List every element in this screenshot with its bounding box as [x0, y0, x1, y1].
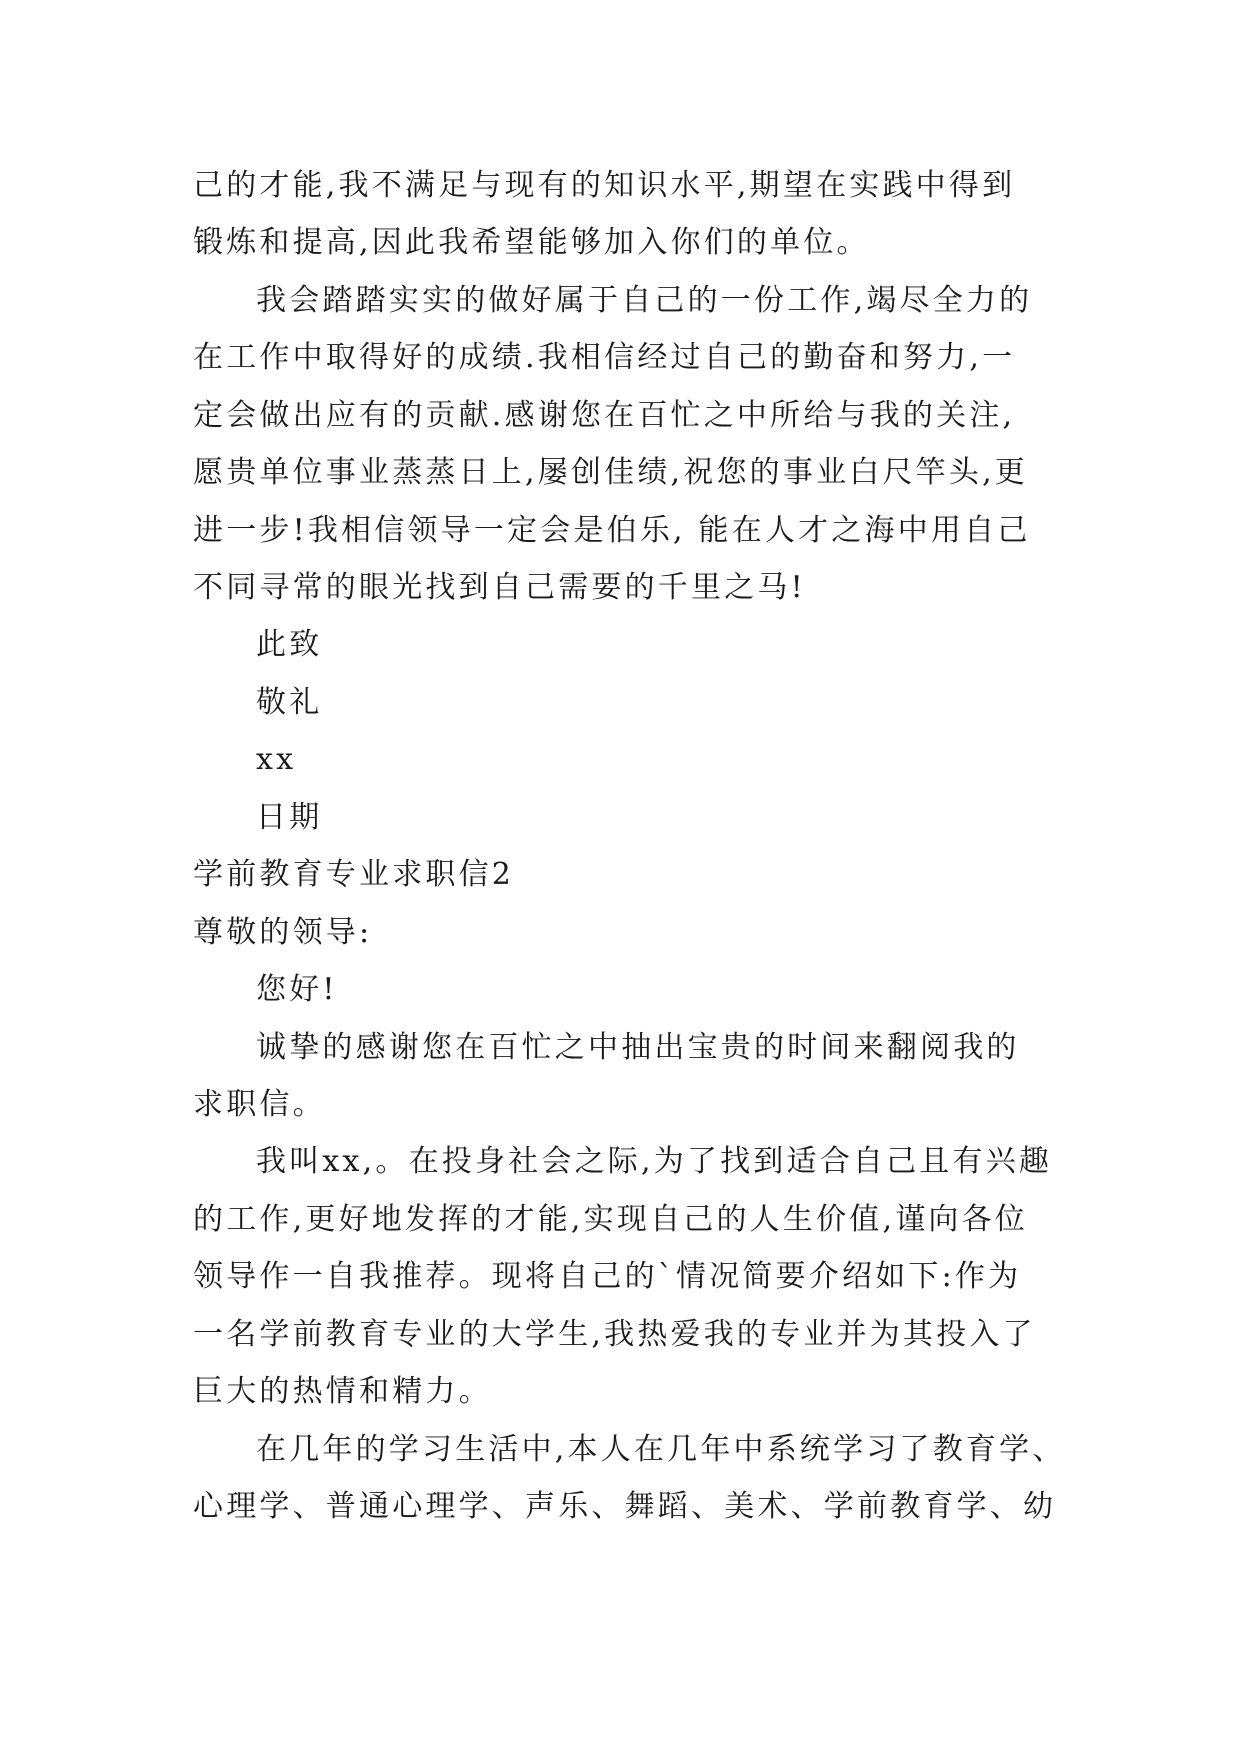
section-title: 学前教育专业求职信2: [193, 857, 515, 892]
closing-line: 此致: [256, 627, 323, 662]
paragraph-line: 定会做出应有的贡献.感谢您在百忙之中所给与我的关注,: [193, 398, 1016, 433]
paragraph-line: 的工作,更好地发挥的才能,实现自己的人生价值,谨向各位: [193, 1202, 1029, 1237]
paragraph-line: 求职信。: [193, 1087, 326, 1122]
paragraph-line: 一名学前教育专业的大学生,我热爱我的专业并为其投入了: [193, 1317, 1036, 1352]
paragraph-line: 诚挚的感谢您在百忙之中抽出宝贵的时间来翻阅我的: [256, 1030, 1020, 1065]
closing-line: 敬礼: [256, 685, 323, 720]
paragraph-line: 己的才能,我不满足与现有的知识水平,期望在实践中得到: [193, 168, 1016, 203]
paragraph-line: 愿贵单位事业蒸蒸日上,屡创佳绩,祝您的事业白尺竿头,更: [193, 455, 1029, 490]
signature-date: 日期: [256, 800, 323, 835]
greeting: 您好!: [256, 972, 338, 1007]
paragraph-line: 在几年的学习生活中,本人在几年中系统学习了教育学、: [256, 1432, 1066, 1467]
paragraph-line: 领导作一自我推荐。现将自己的`情况简要介绍如下:作为: [193, 1259, 1022, 1294]
paragraph-line: 我叫xx,。在投身社会之际,为了找到适合自己且有兴趣: [256, 1144, 1053, 1179]
paragraph-line: 巨大的热情和精力。: [193, 1374, 492, 1409]
paragraph-line: 锻炼和提高,因此我希望能够加入你们的单位。: [193, 225, 870, 260]
paragraph-line: 进一步!我相信领导一定会是伯乐, 能在人才之海中用自己: [193, 513, 1031, 548]
paragraph-line: 在工作中取得好的成绩.我相信经过自己的勤奋和努力,一: [193, 340, 1016, 375]
signature-name: xx: [256, 742, 297, 777]
paragraph-line: 心理学、普通心理学、声乐、舞蹈、美术、学前教育学、幼: [193, 1489, 1057, 1524]
paragraph-line: 不同寻常的眼光找到自己需要的千里之马!: [193, 570, 806, 605]
salutation: 尊敬的领导:: [193, 915, 373, 950]
paragraph-line: 我会踏踏实实的做好属于自己的一份工作,竭尽全力的: [256, 283, 1033, 318]
